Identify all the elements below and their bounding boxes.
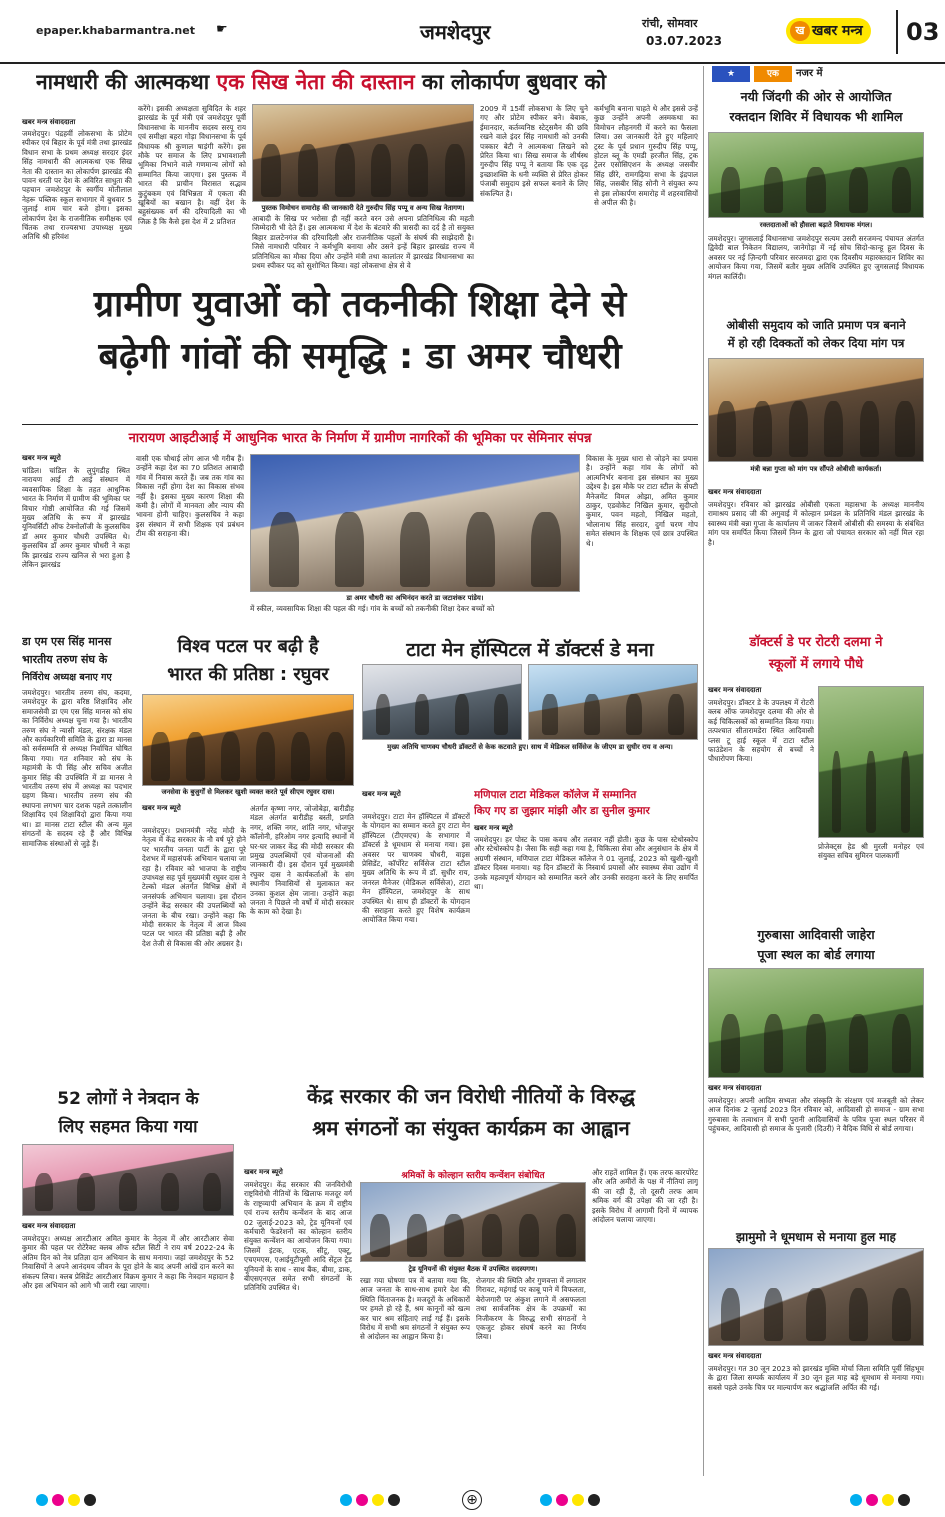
divider [22, 424, 698, 425]
right3-headline-line2: स्कूलों में लगाये पौधे [768, 657, 864, 672]
right4-body: जमशेदपुर। अपनी आदिम सभ्यता और संस्कृति के संरक्षण एवं मजबूती को लेकर आज दिनांक 2 जुलाई 2023 दिन रविवार को, आदिवासी हो समाज - ग्राम सभा गुरुबासा के तत्वाधान में सभी पुरानी आदिवासियों के पवित्र पूजा स्थल परिसर में पहुंचकर, आदिवासी हो समाज के पुजारी (दिउरी) ने वैदिक विधि से बोर्ड लगाया। [708, 1096, 924, 1134]
story1-col2: करेंगे। इसकी अध्यक्षता सुविदित के शहर झारखंड के पूर्व मंत्री एवं जमशेदपुर पूर्वी विधानसभा के माननीय सदस्य सरयू राय एवं समीक्षा बहरा गोड़ा विधानसभा के पूर्व विधायक श्री कुणाल षाड़ंगी करेंगे। इस मौके पर समाज के लिए प्रभावशाली भूमिका निभाने वाले गणमान्य लोगों को सम्मानित किया जाएगा। इस पुस्तक में भारत की प्राचीन विरासत सद्भाव कुटुंबकम एवं विभिन्नता में एकता की खूबियों का बखान है। वहीं देश के बहुसंख्यक वर्ग की दरियादिली का भी जिक्र है कि कैसे इस देश में 2 प्रतिशत [138, 104, 246, 226]
ek-nazar-label: नजर में [796, 68, 823, 79]
right1-body: जमशेदपुर। जुगसलाई विधानसभा जमशेदपुर सत्यम उसरी सरजमन्द पंचायत अंतर्गत द्विवेदी बाल निकेतन विद्यालय, जानेगोड़ा में नई सोच सिदो-कान्हू हूल दिवस के अवसर पर नई ज़िन्दगी परिवार सरजमदा द्वारा एक दिवसीय महारक्तदान शिविर का आयोजन किया गया, जिसमें बतौर मुख्य अतिथि उपस्थित हुए जुगसलाई विधायक मंगल कालिंदी। [708, 234, 924, 281]
right5-body: जमशेदपुर। गत 30 जून 2023 को झारखंड मुक्ति मोर्चा जिला समिति पूर्वी सिंहभूम के द्वारा जिला सम्पर्क कार्यालय में 30 जून हूल माह बड़े धूमधाम से मनाया गया। सबसे पहले उनके चित्र पर माल्यार्पण कर श्रद्धांजलि अर्पित की गई। [708, 1364, 924, 1392]
story4-col1: जमशेदपुर। प्रधानमंत्री नरेंद्र मोदी के नेतृत्व में केंद्र सरकार के नौ वर्ष पूरे होने पर भारतीय जनता पार्टी के द्वारा पूरे देशभर में महासंपर्क अभियान चलाया जा रहा है। रविवार को भाजपा के राष्ट्रीय उपाध्यक्ष सह पूर्व मुख्यमंत्री रघुवर दास ने टेल्को मंडल अंतर्गत विभिन्न क्षेत्रों में जनसंपर्क अभियान चलाया। इस दौरान उन्होंने केंद्र सरकार की उपलब्धियों को जनता के बीच रखा। उन्होंने कहा कि मोदी सरकार के नेतृत्व में आज विश्व पटल पर भारत की प्रतिष्ठा बढ़ी है और देश तेजी से विकास की ओर अग्रसर है। [142, 826, 246, 948]
story6-headline-line1: मणिपाल टाटा मेडिकल कॉलेज में सम्मानित [474, 789, 637, 801]
story2-bottom-text: में स्कील, व्यवसायिक शिक्षा की पहल की गई। गांव के बच्चों को तकनीकी शिक्षा देकर बच्चों को [250, 604, 495, 613]
story8-col1: जमशेदपुर। केंद्र सरकार की जनविरोधी राष्ट्रविरोधी नीतियों के खिलाफ मजदूर वर्ग के राष्ट्रव्यापी अभियान के क्रम में राष्ट्रीय एवं राज्य स्तरीय कन्वेंशन के बाद आज 02 जुलाई-2023 को, ट्रेड यूनियनों एवं कर्मचारी फेडरेशनों का कोल्हान स्तरीय संयुक्त कन्वेंशन का आयोजन किया गया। जिसमें इंटक, एटक, सीटू, एक्टू, एचएमएस, एआईयूटीयूसी आदि सेंट्रल ट्रेड यूनियनों के साथ - साथ बैंक, बीमा, डाक, बीएसएनएल समेत सभी संगठनों के प्रतिनिधि उपस्थित थे। [244, 1180, 352, 1293]
story2-photo [250, 454, 580, 592]
story7-headline-line2: लिए सहमत किया गया [58, 1117, 198, 1137]
story8-photo-title: श्रमिकों के कोल्हान स्तरीय कन्वेंशन संबोधित [401, 1171, 545, 1181]
right5-photo [708, 1248, 924, 1346]
story1-col5: कर्मभूमि बनाना चाहते थे और इससे उन्हें कुछ उन्होंने अपनी अस्मकथा का विमोचन लौहनगरी में करने का फैसला लिया। उस जानकारी देते हुए महिलाएं ट्रस्ट के पूर्व प्रधान गुरुदीप सिंह पप्पू, होटल ब्लू के एमडी हरजीत सिंह, ट्रक ट्रेलर एसोसिएशन के अध्यक्ष जसवीर सिंह छीरे, रामगढ़िया सभा के इंद्रपाल सिंह, जसबीर सिंह सोनी ने संयुक्त रूप से इस लोकार्पण समारोह में शहरवासियों से अपील की है। [594, 104, 698, 208]
story4-photo [142, 694, 354, 786]
story3-headline-line2: भारतीय तरुण संघ के [22, 653, 108, 666]
right3-headline-line1: डॉक्टर्स डे पर रोटरी दलमा ने [749, 635, 883, 650]
right4-photo [708, 968, 924, 1078]
right2-photo [708, 358, 924, 462]
city-day: रांची, सोमवार [642, 17, 698, 30]
right4-headline-line1: गुरुबासा आदिवासी जाहेरा [757, 927, 875, 942]
right2-body: जमशेदपुर। रविवार को झारखंड ओबीसी एकता महासभा के अध्यक्ष माननीय रामाश्रय प्रसाद जी की अगुवाई में कोल्हान प्रमंडल के प्रतिनिधि मंडल झारखंड के स्वास्थ्य मंत्री बन्ना गुप्ता के कार्यालय में जाकर जिसमें ओबीसी की समस्या के संबंधित मांग पत्र समर्पित किया जिसमें निम्न के द्वारा जो पंचायत सरकार को नहीं मिल रहा है। [708, 500, 924, 547]
story2-byline: खबर मन्त्र ब्यूरो [22, 454, 61, 462]
story1-headline-b: एक सिख नेता की दास्तान [216, 70, 415, 94]
story1-headline [36, 68, 696, 96]
right4-byline: खबर मन्त्र संवाददाता [708, 1084, 762, 1092]
story8-col3: रखा गया घोषणा पत्र में बताया गया कि, आज जनता के साथ-साथ हमारे देश की स्थिति चिंताजनक है। मजदूरों के अधिकारों पर हमले हो रहे हैं, श्रम कानूनों को खत्म कर चार श्रम संहिताएं लाई गई हैं। इसके विरोध में सभी श्रम संगठनों ने संयुक्त रूप से आंदोलन का आह्वान किया है। [360, 1276, 470, 1342]
registration-mark-icon: ⊕ [462, 1490, 482, 1510]
right2-photo-caption: मंत्री बन्ना गुप्ता को मांग पत्र सौंपते ओबीसी कार्यकर्ता। [750, 465, 882, 473]
right3-byline: खबर मन्त्र संवाददाता [708, 686, 762, 694]
story8-col5: और राहतें शामिल हैं। एक तरफ कारपोरेट और अति अमीरों के पक्ष में नीतियां लागू की जा रही हैं, तो दूसरी तरफ आम श्रमिक वर्ग की उपेक्षा की जा रही है। इसके विरोध में आगामी दिनों में व्यापक आंदोलन चलाया जाएगा। [592, 1168, 698, 1225]
page-number: 03 [896, 10, 939, 54]
story1-headline-a: नामधारी की आत्मकथा [36, 70, 217, 94]
right1-photo-caption: रक्तदाताओं को हौसला बढ़ाते विधायक मंगल। [759, 221, 873, 229]
story3-body: जमशेदपुर। भारतीय तरुण संघ, कदमा, जमशेदपुर के द्वारा वरिष्ठ शिक्षाविद और समाजसेवी डा एम एस सिंह मानस को संघ का निर्विरोध अध्यक्ष चुना गया है। भारतीय तरुण संघ ने न्यासी मंडल, संरक्षक मंडल और कार्यकारिणी समिति के द्वारा डा मानस को सर्वसम्मति से अध्यक्ष निर्वाचित घोषित किया गया। गत शनिवार को संघ के महामंत्री के पी सिंह और सचिव अजीत कुमार सिंह की उपस्थिति में डा मानस ने भारतीय तरुण संघ में अध्यक्ष का पदभार ग्रहण किया। भारतीय तरुण संघ की स्थापना लगभग चार दशक पहले तत्कालीन शिक्षाविद एवं शिक्षाविदो द्वारा किया गया था। डा मानस टाटा स्टील की अन्य मूल संगठनों के सदस्य रहे हैं और विभिन्न सामाजिक संस्थाओं से जुड़े हैं। [22, 688, 132, 848]
story1-photo [252, 104, 474, 202]
print-registration-strip [0, 1482, 945, 1517]
story8-headline-line1: केंद्र सरकार की जन विरोधी नीतियों के विरुद्ध [307, 1084, 635, 1108]
right3-body: जमशेदपुर। डॉक्टर डे के उपलक्ष्य में रोटरी क्लब ऑफ जमशेदपुर दलमा की ओर से कई चिकित्सकों को सम्मानित किया गया। तत्पश्चात सीतारामडेरा स्थित आदिवासी प्लस टू हाई स्कूल में टाटा स्टील फाउंडेशन के सहयोग से बच्चों ने पौधारोपण किया। [708, 698, 814, 764]
story2-subhead: नारायण आइटीआई में आधुनिक भारत के निर्माण में ग्रामीण नागरिकों की भूमिका पर सेमिनार संपन्न [128, 431, 592, 446]
ek-nazar-tag: एक [754, 66, 792, 82]
story8-byline: खबर मन्त्र ब्यूरो [244, 1168, 283, 1176]
story2-headline-line2: बढ़ेगी गांवों की समृद्धि : डा अमर चौधरी [98, 336, 622, 377]
story4-headline-line1: विश्व पटल पर बढ़ी है [177, 636, 319, 657]
story2-headline-line1: ग्रामीण युवाओं को तकनीकी शिक्षा देने से [93, 284, 627, 325]
story1-byline: खबर मन्त्र संवाददाता [22, 118, 76, 126]
column-divider [703, 66, 704, 1476]
section-title: जमशेदपुर [420, 20, 491, 44]
story4-photo-caption: जनसेवा के बुजुर्गों से मिलकर खुशी व्यक्त करते पूर्व सीएम रघुवर दास। [161, 788, 335, 796]
story5-headline: टाटा मेन हॉस्पिटल में डॉक्टर्स डे मना [406, 639, 654, 661]
brand-logo-icon: ख [790, 21, 810, 41]
story5-photo-caption: मुख्य अतिथि चाणक्य चौधरी डॉक्टरों से केक कटवाते हुए। साथ में मेडिकल सर्विसेज के जीएम डा सुधीर राय व अन्य। [387, 743, 673, 751]
site-url[interactable]: epaper.khabarmantra.net [36, 24, 195, 37]
story4-byline: खबर मन्त्र ब्यूरो [142, 804, 181, 812]
story7-photo [22, 1144, 234, 1216]
right1-headline-line1: नयी जिंदगी की ओर से आयोजित [740, 89, 892, 104]
story4-headline-line2: भारत की प्रतिष्ठा : रघुवर [167, 664, 329, 685]
story6-headline-line2: किए गए डा जुझार मांझी और डा सुनील कुमार [474, 805, 650, 817]
story2-col2: वासी एक चौथाई लोग आज भी गरीब हैं। उन्होंने कहा देश का 70 प्रतिशत आबादी गांव में निवास करते हैं। जब तक गांव का विकास नहीं होगा देश का विकास संभव नहीं है। इसका मुख्य कारण शिक्षा की कमी है। लोगों में मानवता और न्याय की भावना होनी चाहिए। कुलसचिव ने कहा इस संस्थान में सभी शिक्षक एवं प्रबंधन टीम की सराहना की। [136, 454, 244, 539]
story5-photo-2 [528, 664, 698, 740]
story2-photo-caption: डा अमर चौधरी का अभिनंदन करते डा जटाशंकर पांडेय। [346, 594, 484, 602]
story8-photo-caption: ट्रेड यूनियनों की संयुक्त बैठक में उपस्थित सदस्यगण। [408, 1265, 538, 1273]
right5-headline: झामुमो ने धूमधाम से मनाया हुल माह [736, 1230, 896, 1244]
pointer-icon: ☛ [216, 22, 228, 37]
story1-col3: आबादी के सिख पर भरोसा ही नहीं करते वरन उसे अपना प्रतिनिधित्व की महती जिम्मेदारी भी देते हैं। इस आत्मकथा में देश के बंटवारे की त्रासदी का दर्द है तो सयुक्त बिहार डालटेनगंज की दरियादिली और राजनीतिक पहलों के संघर्ष की साझेदारी है। जिसे नामधारी परिवार ने कर्मभूमि बनाया और उसने इन्हें बिहार झारखंड राज्य में प्रतिनिधित्व का मौका दिया और उन्होंने मंत्री तथा कालांतर में झारखंड विधानसभा का प्रथम स्पीकर पद को सुशोभित किया। वहां लोकसभा क्षेत्र से वे [252, 214, 474, 270]
story5-body: जमशेदपुर। टाटा मेन हॉस्पिटल में डॉक्टरों के योगदान का सम्मान करते हुए टाटा मेन हॉस्पिटल (टीएमएच) के सभागार में डॉक्टर्स डे धूमधाम से मनाया गया। इस अवसर पर चाणक्य चौधरी, वाइस प्रेसिडेंट, कॉर्पोरेट सर्विसेज टाटा स्टील मुख्य अतिथि के रूप में डॉ. सुधीर राय, जनरल मैनेजर (मेडिकल सर्विसेज), टाटा मेन हॉस्पिटल, जमशेदपुर के साथ उपस्थित थे। साथ ही डॉक्टरों के योगदान की सराहना करते हुए विशेष कार्यक्रम आयोजित किया गया। [362, 812, 470, 925]
story1-col4: 2009 में 15वीं लोकसभा के लिए चुने गए और प्रोटेम स्पीकर बने। बेबाक, ईमानदार, कर्तव्यनिष्ठ स्टेट्समैन की छवि रखने वाले इंदर सिंह नामधारी को उनकी पत्रकार बेटी ने आत्मकथा लिखने को प्रेरित किया था। सिख समाज के शीर्षस्थ गुरुदीप सिंह पप्पू ने बताया कि एक दृढ़ इच्छाशक्ति के धनी व्यक्ति से प्रेरित होकर पंजाबी समुदाय इसे सफल बनाने के लिए संकल्पित है। [480, 104, 588, 198]
story3-headline-line1: डा एम एस सिंह मानस [22, 635, 112, 648]
story4-col2: अंतर्गत कृष्णा नगर, जोजोबेड़ा, बारीडीह मंडल अंतर्गत बारीडीह बस्ती, प्रगति नगर, शक्ति नगर, शांति नगर, भोजपुर कॉलोनी, हरिओम नगर इत्यादि स्थानों में घर-घर जाकर केंद्र की मोदी सरकार की प्रमुख उपलब्धियों एवं योजनाओं की जानकारी दी। इस दौरान पूर्व मुख्यमंत्री रघुवर दास ने कार्यकर्ताओं के संग स्थानीय निवासियों से मुलाकात कर उनका कुशल क्षेम जाना। उन्होंने कहा जनता ने पिछले नौ वर्षों में मोदी सरकार के काम को देखा है। [250, 804, 354, 917]
edition-date: 03.07.2023 [646, 34, 722, 48]
right3-photo [818, 686, 924, 838]
story5-photo-1 [362, 664, 522, 740]
story2-col1: चांडिल। चांडिल के लुपुंगडीह स्थित नारायण आई टी आई संस्थान में व्यवसायिक शिक्षा के तहत आधुनिक भारत के निर्माण में ग्रामीण की भूमिका पर विचार गोष्ठी आयोजित की गई जिसमें मुख्य अतिथि के रूप में झारखंड यूनिवर्सिटी ऑफ टेक्नोलॉजी के कुलसचिव डॉ अमर कुमार चौधरी उपस्थित थे। कुलसचिव डॉ अमर कुमार चौधरी ने कहा कि झारखंड राज्य खनिज से भरा हुआ है लेकिन झारखंड [22, 466, 130, 570]
story7-body: जमशेदपुर। अध्यक्ष आरटीआर अमित कुमार के नेतृत्व में और आरटीआर सेवा कुमार की पहल पर रोटेरैक्ट क्लब ऑफ स्टील सिटी ने राय वर्ष 2022-24 के अंतिम दिन को नेत्र प्रतिज्ञा दान अभियान के साथ मनाया। जहां जमशेदपुर के 52 निवासियों ने अपने आनंदमय जीवन के पूरा होने के बाद अपनी आंखें दान करने का संकल्प लिया। क्लब प्रेसिडेंट आरटीआर विक्रम कुमार ने कहा कि नेत्रदान महादान है और इस अभियान को आगे भी जारी रखा जाएगा। [22, 1234, 234, 1291]
right2-headline-line2: में हो रही दिक्कतों को लेकर दिया मांग पत्र [727, 336, 905, 350]
story7-headline-line1: 52 लोगों ने नेत्रदान के [57, 1089, 199, 1109]
story3-headline-line3: निर्विरोध अध्यक्ष बनाए गए [22, 672, 112, 683]
story8-col4: रोजगार की स्थिति और गुणवत्ता में लगातार गिरावट, महंगाई पर काबू पाने में विफलता, बेरोजगारी पर अंकुश लगाने में असफलता तथा सार्वजनिक क्षेत्र के उपक्रमों का निजीकरण के विरुद्ध सभी संगठनों ने एकजुट होकर संघर्ष करने का निर्णय लिया। [476, 1276, 586, 1342]
story6-body: जमशेदपुर। हर पोस्ट के पास कवच और तलवार नहीं होती। कुछ के पास स्टेथोस्कोप और स्टेथोस्कोप है। जैसा कि सही कहा गया है, चिकित्सा सेवा और अनुसंधान के क्षेत्र में अग्रणी संस्थान, मणिपाल टाटा मेडिकल कॉलेज ने 01 जुलाई, 2023 को खुशी-खुशी डॉक्टर दिवस मनाया। यह दिन डॉक्टरों के निस्वार्थ प्रयासों और स्वास्थ्य सेवा उद्योग में उनके महत्वपूर्ण योगदान को सम्मानित करने और उनकी सराहना करने के लिए समर्पित था। [474, 835, 698, 892]
story7-byline: खबर मन्त्र संवाददाता [22, 1222, 76, 1230]
story8-photo [360, 1182, 586, 1262]
right5-byline: खबर मन्त्र संवाददाता [708, 1352, 762, 1360]
right2-byline: खबर मन्त्र संवाददाता [708, 488, 762, 496]
right1-headline-line2: रक्तदान शिविर में विधायक भी शामिल [729, 109, 903, 124]
right1-photo [708, 132, 924, 218]
story6-byline: खबर मन्त्र ब्यूरो [474, 824, 513, 832]
right3-photo-caption: प्रोजेक्ट्स हेड श्री मुरली मनोहर एवं संयुक्त सचिव सुमिरन पालकार्गी [818, 842, 924, 861]
brand-logo: खबर मन्त्र [786, 18, 871, 44]
story1-col1: जमशेदपुर। पंद्रहवीं लोकसभा के प्रोटेम स्पीकर एवं बिहार के पूर्व मंत्री तथा झारखंड विधान सभा के प्रथम अध्यक्ष सरदार इंदर सिंह नामधारी की आत्मकथा एक सिख नेता की दास्तान का लोकार्पण झारखंड की पावन धरती पर देश के अविरित साधुता की पहचान जमशेदपुर के स्वर्गीय मोतीलाल नेहरू पब्लिक स्कूल सभागार में बुधवार 5 जुलाई शाम चार बजे होगा। इसका लोकार्पण देश के राजनीतिक समीक्षक एवं चिंतक तथा राज्यसभा उपाध्यक्ष मुख्य अतिथि श्री हरिवंश [22, 129, 132, 242]
story5-byline: खबर मन्त्र ब्यूरो [362, 790, 401, 798]
story2-col4: विकास के मुख्य धारा से जोड़ने का प्रयास है। उन्होंने कहा गांव के लोगों को आत्मनिर्भर बनाना इस संस्थान का मुख्य उद्देश्य है। इस मौके पर टाटा स्टील के सेफ्टी मैनेजमेंट विमल ओझा, अमित कुमार ठाकुर, एडवोकेट निखिल कुमार, सुदीप्तो कुमार, पवन महतो, निखिल महतो, भोलानाथ सिंह सरदार, दुर्गा चरण गोप समेत संस्थान के शिक्षक एवं छात्र उपस्थित थे। [586, 454, 698, 548]
ek-nazar-icon: ★ [712, 66, 750, 82]
right4-headline-line2: पूजा स्थल का बोर्ड लगाया [757, 947, 875, 962]
story8-headline-line2: श्रम संगठनों का संयुक्त कार्यक्रम का आह्वान [312, 1116, 630, 1140]
story1-headline-c: का लोकार्पण बुधवार को [414, 70, 607, 94]
right2-headline-line1: ओबीसी समुदाय को जाति प्रमाण पत्र बनाने [726, 318, 906, 332]
story1-photo-caption: पुस्तक विमोचन समारोह की जानकारी देते गुरुदीप सिंह पप्पू व अन्य सिख नेतागण। [261, 204, 465, 212]
